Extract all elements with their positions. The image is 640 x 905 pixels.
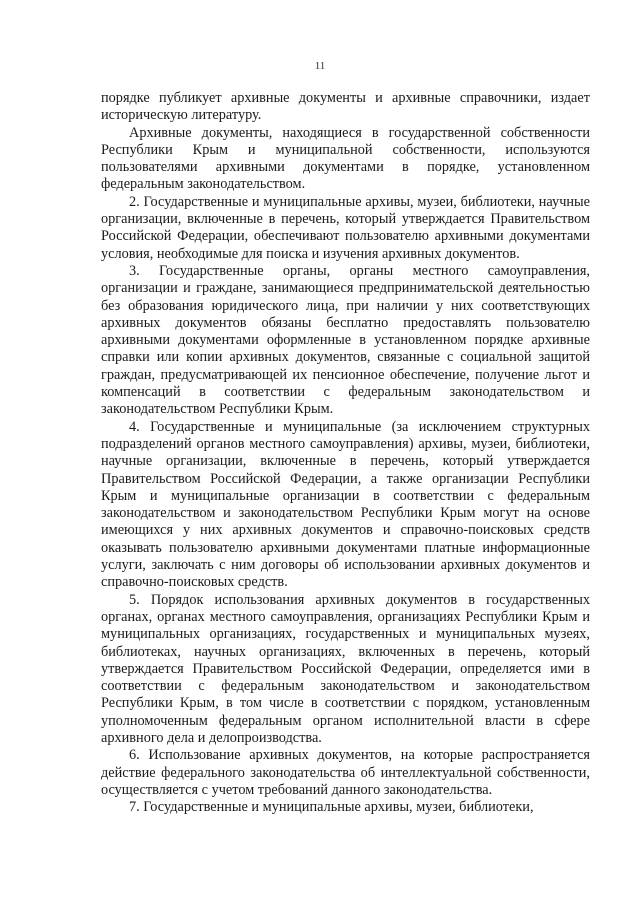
paragraph-archive-ownership: Архивные документы, находящиеся в государственной собственности Республики Крым и муниципальной собственности, используются пользователями архивными документами в порядке, установленном федеральным законодательством.	[101, 124, 590, 193]
paragraph-5: 5. Порядок использования архивных документов в государственных органах, органах местного самоуправления, организациях Республики Крым и муниципальных организациях, государственных и муниципальных музеях, библиотеках, научных организациях, включенных в перечень, который утверждается Правительством Российской Федерации, определяется ими в соответствии с федеральным законодательством и законодательством Республики Крым, в том числе в соответствии с порядком, установленным уполномоченным федеральным органом исполнительной власти в сфере архивного дела и делопроизводства.	[101, 591, 590, 746]
paragraph-7: 7. Государственные и муниципальные архивы, музеи, библиотеки,	[129, 799, 534, 816]
paragraph-3: 3. Государственные органы, органы местного самоуправления, организации и граждане, занимающиеся предпринимательской деятельностью без образования юридического лица, при наличии у них соответствующих архивных документов обязаны бесплатно предоставлять пользователю архивными документами оформленные в установленном порядке архивные справки или копии архивных документов, связанные с социальной защитой граждан, предусматривающей их пенсионное обеспечение, получение льгот и компенсаций в соответствии с федеральным законодательством и законодательством Республики Крым.	[101, 262, 590, 418]
paragraph-6: 6. Использование архивных документов, на которые распространяется действие федерального законодательства об интеллектуальной собственности, осуществляется с учетом требований данного законодательства.	[101, 747, 590, 798]
document-body	[101, 90, 590, 816]
page-number: 11	[314, 60, 326, 72]
paragraph-4: 4. Государственные и муниципальные (за исключением структурных подразделений органов местного самоуправления) архивы, музеи, библиотеки, научные организации, включенные в перечень, который утверждается Правительством Российской Федерации, а также организации Республики Крым и муниципальные организации в соответствии с федеральным законодательством и законодательством Республики Крым могут на основе имеющихся у них архивных документов и справочно-поисковых средств оказывать пользователю архивными документами платные информационные услуги, заключать с ним договоры об использовании архивных документов и справочно-поисковых средств.	[101, 418, 590, 591]
paragraph-continuation: порядке публикует архивные документы и архивные справочники, издает историческую литературу.	[101, 90, 590, 124]
paragraph-2: 2. Государственные и муниципальные архивы, музеи, библиотеки, научные организации, включенные в перечень, который утверждается Правительством Российской Федерации, обеспечивают пользователю архивными документами условия, необходимые для поиска и изучения архивных документов.	[101, 193, 590, 262]
